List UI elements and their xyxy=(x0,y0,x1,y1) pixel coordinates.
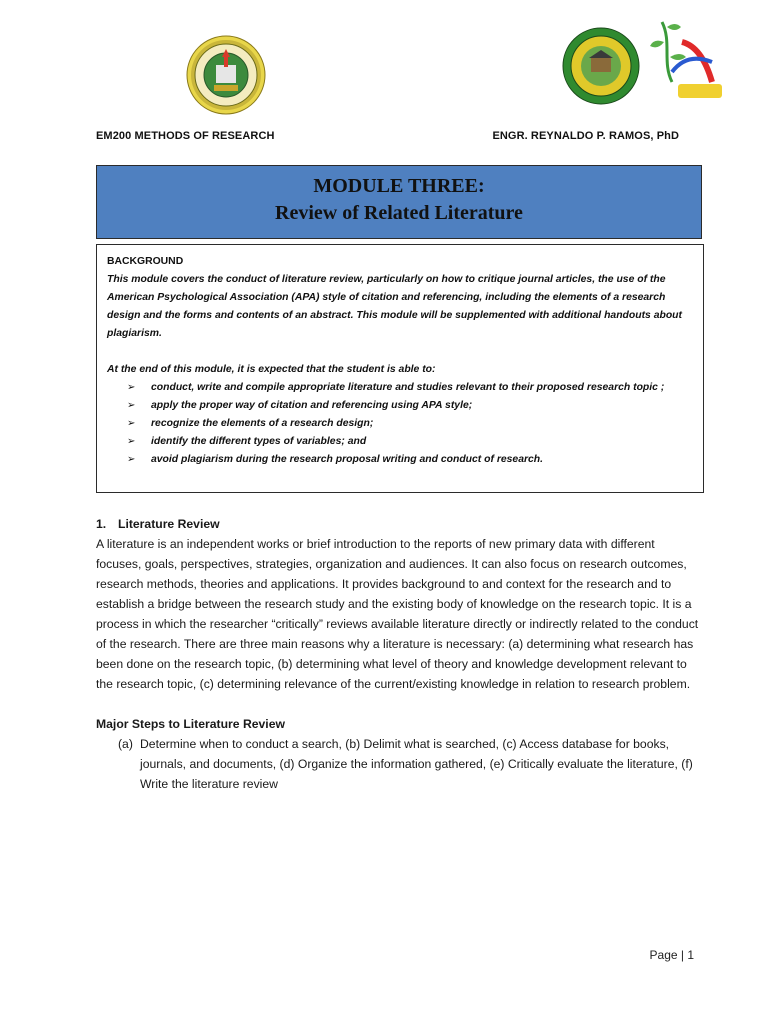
step-label: (a) xyxy=(118,737,133,751)
module-title-box xyxy=(96,165,702,239)
institute-of-graduate-studies-logo xyxy=(561,26,641,106)
section-heading xyxy=(96,514,700,534)
centennial-logo xyxy=(642,12,732,112)
arrow-bullet-icon: ➢ xyxy=(127,382,136,393)
section-number: 1. xyxy=(96,517,107,531)
section-title: Literature Review xyxy=(118,517,220,531)
background-box xyxy=(96,244,704,493)
arrow-bullet-icon: ➢ xyxy=(127,436,136,447)
module-number: MODULE THREE: xyxy=(313,175,485,197)
romblon-state-university-logo xyxy=(186,35,266,115)
module-title: Review of Related Literature xyxy=(275,202,523,224)
arrow-bullet-icon: ➢ xyxy=(127,454,136,465)
objective-item: ➢ apply the proper way of citation and referencing using APA style; xyxy=(127,397,695,415)
course-code: EM200 METHODS OF RESEARCH xyxy=(96,130,275,142)
arrow-bullet-icon: ➢ xyxy=(127,418,136,429)
major-steps-heading: Major Steps to Literature Review xyxy=(96,717,285,731)
background-heading: BACKGROUND xyxy=(107,256,184,267)
objective-item: ➢ identify the different types of variables; and xyxy=(127,433,695,451)
background-paragraph: This module covers the conduct of literature review, particularly on how to critique journal articles, the use of the American Psychological Association (APA) style of citation and referencing, including the elements of a research design and the forms and contents of an abstract. This module will be supplemented with additional handouts about plagiarism. xyxy=(107,274,682,339)
objectives-intro: At the end of this module, it is expected that the student is able to: xyxy=(107,364,436,375)
major-steps-item xyxy=(96,734,700,794)
objective-item: ➢ recognize the elements of a research design; xyxy=(127,415,695,433)
instructor-name: ENGR. REYNALDO P. RAMOS, PhD xyxy=(492,130,679,142)
document-header xyxy=(96,130,679,142)
page-number: Page | 1 xyxy=(649,948,694,962)
step-text: Determine when to conduct a search, (b) Delimit what is searched, (c) Access database for books, journals, and documents, (d) Organize the information gathered, (e) Critically evaluate the literature, (f) Write the literature review xyxy=(140,737,693,791)
document-body xyxy=(96,514,700,794)
arrow-bullet-icon: ➢ xyxy=(127,400,136,411)
section-paragraph: A literature is an independent works or brief introduction to the reports of new primary data with different focuses, goals, perspectives, strategies, organization and audiences. It can also focus on research outcomes, research methods, theories and applications. It provides background to and context for the research and to establish a bridge between the research study and the existing body of knowledge on the research topic. It is a process in which the researcher “critically” reviews available literature directly or indirectly related to the conduct of the research. There are three main reasons why a literature is necessary: (a) determining what research has been done on the research topic, (b) determining what level of theory and knowledge development relevant to the research topic, (c) determining relevance of the current/existing knowledge in relation to research problem. xyxy=(96,537,699,691)
objective-item: ➢ conduct, write and compile appropriate literature and studies relevant to their proposed research topic ; xyxy=(127,379,695,397)
objectives-list xyxy=(107,379,695,469)
objective-item: ➢ avoid plagiarism during the research proposal writing and conduct of research. xyxy=(127,451,695,469)
